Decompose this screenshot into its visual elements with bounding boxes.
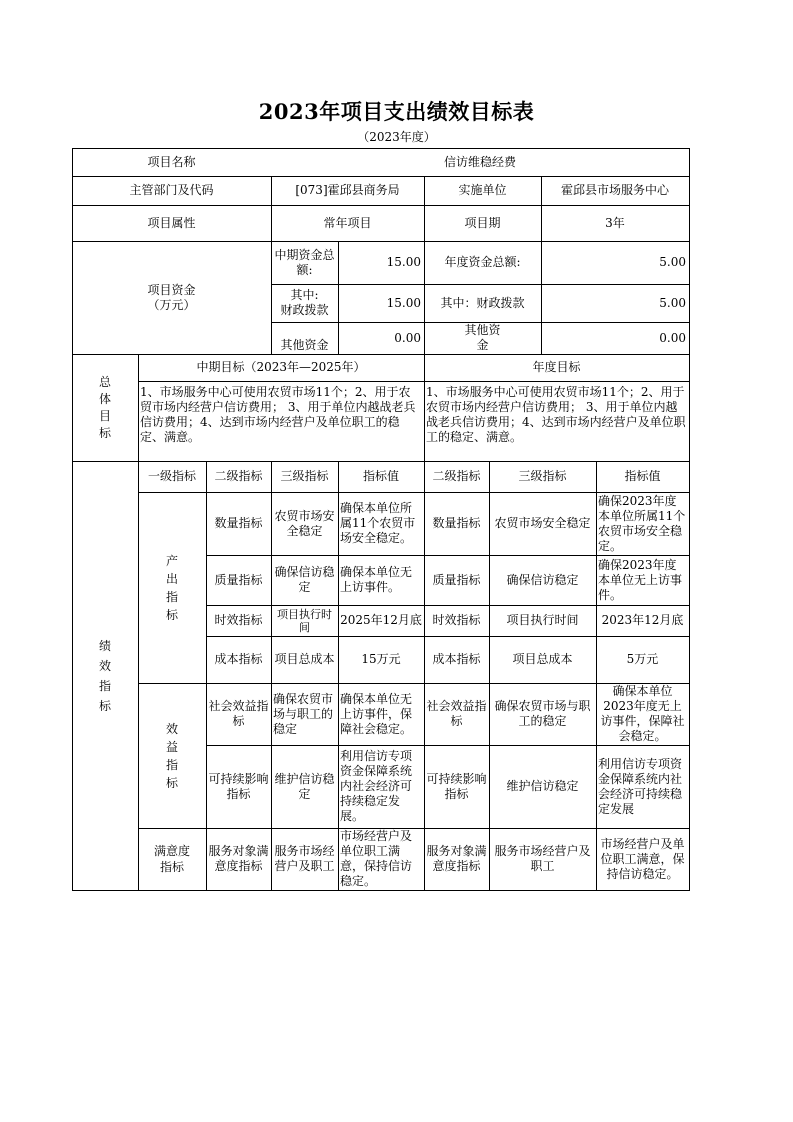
table-row-val: 利用信访专项资金保障系统内社会经济可持续稳定发展。 — [340, 749, 413, 823]
table-row-valb: 利用信访专项资金保障系统内社会经济可持续稳定发展 — [598, 756, 683, 816]
header-l3: 三级指标 — [280, 469, 329, 483]
table-row-l2: 成本指标 — [214, 652, 263, 666]
table-row-l3: 项目执行时间 — [277, 607, 332, 634]
header-l2b: 二级指标 — [432, 469, 481, 483]
year-goal-header: 年度目标 — [532, 360, 581, 374]
project-name-label: 项目名称 — [147, 154, 196, 169]
output-label — [138, 492, 206, 683]
table-row-l2b: 数量指标 — [432, 516, 481, 530]
table-row-l3: 维护信访稳定 — [274, 771, 335, 801]
mid-goal-header: 中期目标（2023年—2025年） — [196, 360, 366, 374]
table-row-l2b: 服务对象满意度指标 — [426, 844, 487, 873]
table-row-l3: 农贸市场安全稳定 — [274, 508, 335, 538]
table-row-l2: 时效指标 — [214, 613, 263, 627]
table-row-l3b: 确保农贸市场与职工的稳定 — [494, 699, 591, 728]
table-row-l2b: 可持续影响指标 — [426, 771, 487, 801]
header-l2: 二级指标 — [214, 469, 263, 483]
page-title: 2023年项目支出绩效目标表 — [258, 99, 535, 124]
funds-label: 项目资金 （万元） — [147, 282, 196, 312]
table-row-l3: 项目总成本 — [274, 652, 335, 666]
goals-label-text: 总体目标 — [98, 374, 111, 440]
mid-total-value: 15.00 — [386, 255, 421, 269]
satisfaction-label-text: 满意度指标 — [153, 844, 190, 874]
output-label-text: 产出指标 — [165, 553, 178, 622]
period-label: 项目期 — [464, 215, 501, 230]
page-subtitle: （2023年度） — [357, 130, 436, 144]
year-fiscal-value: 5.00 — [659, 295, 686, 310]
attr-value: 常年项目 — [323, 215, 372, 230]
mid-fiscal-value: 15.00 — [386, 295, 421, 310]
table-row-l2: 服务对象满意度指标 — [208, 844, 269, 873]
table-row-l2: 数量指标 — [214, 516, 263, 530]
year-goal-text: 1、市场服务中心可使用农贸市场11个；2、用于农贸市场内经营户信访费用； 3、用于单位内越战老兵信访费用；4、达到市场内经营户及单位职工的稳定、满意。 — [426, 385, 686, 444]
mid-total-label: 中期资金总额: — [274, 247, 335, 277]
dept-value: [073]霍邱县商务局 — [295, 183, 400, 197]
table-row-valb: 2023年12月底 — [601, 613, 684, 627]
table-row-val: 确保本单位无上访事件。 — [340, 565, 413, 594]
table-row-l3b: 项目总成本 — [512, 652, 573, 666]
table-row-val: 市场经营户及单位职工满意，保持信访稳定。 — [340, 829, 413, 888]
header-val: 指标值 — [362, 469, 399, 483]
benefit-label-text: 效益指标 — [165, 721, 178, 790]
perf-label — [72, 461, 138, 890]
table-row-l2b: 社会效益指标 — [426, 699, 487, 728]
perf-label-text: 绩效指标 — [98, 638, 111, 713]
mid-goal-text: 1、市场服务中心可使用农贸市场11个；2、用于农贸市场内经营户信访费用； 3、用于单位内越战老兵信访费用；4、达到市场内经营户及单位职工的稳定、满意。 — [140, 385, 416, 444]
table-row-l2b: 时效指标 — [432, 613, 481, 627]
table-row-val: 确保本单位所属11个农贸市场安全稳定。 — [340, 501, 416, 545]
table-row-valb: 确保2023年度本单位所属11个农贸市场安全稳定。 — [598, 493, 686, 553]
header-valb: 指标值 — [624, 469, 661, 483]
table-row-l3b: 维护信访稳定 — [506, 779, 579, 793]
benefit-label — [138, 683, 206, 828]
table-row-l2: 可持续影响指标 — [208, 771, 269, 801]
goals-label — [72, 354, 138, 461]
table-row-l3b: 项目执行时间 — [506, 613, 579, 627]
table-row-l2: 质量指标 — [214, 572, 263, 587]
satisfaction-label — [138, 828, 206, 890]
year-other-value: 0.00 — [659, 330, 686, 345]
table-row-valb: 5万元 — [626, 652, 659, 666]
table-row-val: 15万元 — [361, 652, 401, 666]
table-row-l2b: 成本指标 — [432, 652, 481, 666]
table-row-l2: 社会效益指标 — [208, 699, 269, 728]
table-row-l3: 确保信访稳定 — [274, 565, 335, 594]
dept-label: 主管部门及代码 — [129, 183, 214, 197]
table-row-l3: 服务市场经营户及职工 — [274, 844, 335, 873]
mid-fiscal-label: 其中: 财政拨款 — [280, 288, 329, 317]
header-l3b: 三级指标 — [518, 469, 567, 483]
header-l1: 一级指标 — [147, 469, 196, 483]
table-row-valb: 确保本单位2023年度无上访事件，保障社会稳定。 — [600, 684, 685, 743]
table-row-l2b: 质量指标 — [432, 572, 481, 587]
attr-label: 项目属性 — [147, 215, 196, 230]
mid-other-value: 0.00 — [394, 330, 421, 345]
table-row-l3: 确保农贸市场与职工的稳定 — [273, 691, 334, 736]
year-fiscal-label: 其中：财政拨款 — [440, 295, 525, 310]
period-value: 3年 — [605, 215, 625, 230]
year-other-label: 其他资 金 — [464, 323, 501, 352]
impl-value: 霍邱县市场服务中心 — [560, 183, 669, 197]
table-row-val: 确保本单位无上访事件，保障社会稳定。 — [340, 691, 413, 736]
year-total-value: 5.00 — [659, 255, 686, 269]
year-total-label: 年度资金总额: — [444, 255, 521, 269]
table-row-l3b: 服务市场经营户及职工 — [494, 844, 591, 873]
project-name-value: 信访维稳经费 — [443, 154, 516, 169]
table-row-val: 2025年12月底 — [340, 613, 422, 627]
table-row-l3b: 确保信访稳定 — [506, 572, 579, 587]
mid-other-label: 其他资金 — [280, 338, 329, 352]
table-row-valb: 市场经营户及单位职工满意，保持信访稳定。 — [600, 836, 685, 881]
impl-label: 实施单位 — [458, 183, 507, 197]
table-row-valb: 确保2023年度本单位无上访事件。 — [598, 557, 683, 602]
table-row-l3b: 农贸市场安全稳定 — [494, 516, 591, 530]
